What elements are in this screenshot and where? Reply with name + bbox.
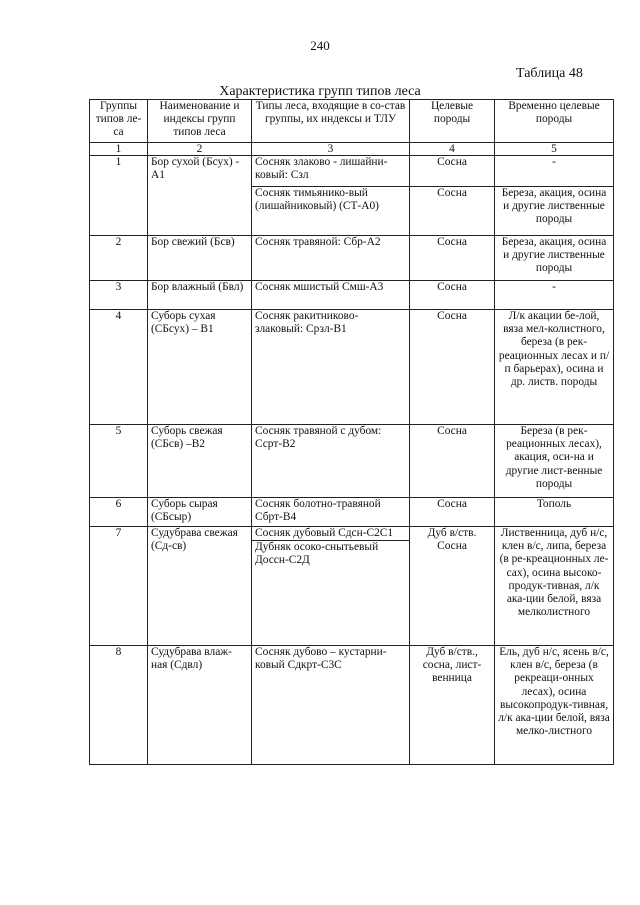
table-number: Таблица 48 bbox=[516, 66, 583, 81]
row-number: 6 bbox=[90, 498, 148, 527]
group-name: Суборь сухая (СБсух) – В1 bbox=[148, 310, 252, 425]
temporary-species: - bbox=[495, 156, 614, 187]
group-name: Бор влажный (Бвл) bbox=[148, 281, 252, 310]
forest-type: Сосняк мшистый Смш-А3 bbox=[252, 281, 410, 310]
temporary-species: Береза (в рек-реационных лесах), акация, оси-на и другие лист-венные породы bbox=[495, 425, 614, 498]
target-species: Сосна bbox=[410, 281, 495, 310]
header-group: Группы типов ле-са bbox=[90, 100, 148, 143]
forest-type: Сосняк тимьянико-вый (лишайниковый) (СТ-А0) bbox=[252, 187, 410, 236]
table-row bbox=[90, 281, 614, 310]
temporary-species: Береза, акация, осина и другие лиственные породы bbox=[495, 236, 614, 281]
temporary-species: - bbox=[495, 281, 614, 310]
group-name: Судубрава свежая (Сд-св) bbox=[148, 527, 252, 646]
group-name: Суборь свежая (СБсв) –В2 bbox=[148, 425, 252, 498]
target-species: Сосна bbox=[410, 425, 495, 498]
table-caption: Характеристика групп типов леса bbox=[219, 84, 421, 99]
table-row bbox=[90, 646, 614, 765]
forest-types-table bbox=[89, 99, 614, 765]
colnum: 5 bbox=[495, 143, 614, 156]
header-target: Целевые породы bbox=[410, 100, 495, 143]
page-number: 240 bbox=[310, 38, 330, 53]
target-species: Дуб в/ств. Сосна bbox=[410, 527, 495, 646]
colnum: 1 bbox=[90, 143, 148, 156]
forest-type: Сосняк болотно-травяной Сбрт-В4 bbox=[252, 498, 410, 527]
target-species: Сосна bbox=[410, 310, 495, 425]
colnum: 3 bbox=[252, 143, 410, 156]
table-row bbox=[90, 236, 614, 281]
row-number: 8 bbox=[90, 646, 148, 765]
group-name: Суборь сырая (СБсыр) bbox=[148, 498, 252, 527]
temporary-species: Л/к акации бе-лой, вяза мел-колистного, береза (в рек-реационных лесах и п/п барьерах), осина и др. листв. породы bbox=[495, 310, 614, 425]
group-name bbox=[148, 156, 252, 236]
target-species: Сосна bbox=[410, 498, 495, 527]
forest-type: Сосняк травяной: Сбр-А2 bbox=[252, 236, 410, 281]
temporary-species: Ель, дуб н/с, ясень в/с, клен в/с, береза (в рекреаци-онных лесах), осина высокопродук-тивная, л/к ака-ции белой, вяза мелко-листного bbox=[495, 646, 614, 765]
forest-type: Сосняк дубовый Сдсн-С2С1 bbox=[255, 527, 394, 539]
temporary-species: Лиственница, дуб н/с, клен в/с, липа, береза (в ре-креационных ле-сах), осина высоко-продук-тивная, л/к ака-ции белой, вяза мелколистного bbox=[495, 527, 614, 646]
forest-type: Сосняк дубово – кустарни-ковый Сдкрт-С3С bbox=[252, 646, 410, 765]
row-number: 5 bbox=[90, 425, 148, 498]
row-number: 3 bbox=[90, 281, 148, 310]
forest-type: Сосняк травяной с дубом: Ссрт-В2 bbox=[252, 425, 410, 498]
target-species: Сосна bbox=[410, 187, 495, 236]
target-species: Сосна bbox=[410, 236, 495, 281]
row-number: 1 bbox=[90, 156, 148, 236]
temporary-species: Береза, акация, осина и другие лиственные породы bbox=[495, 187, 614, 236]
header-types: Типы леса, входящие в со-став группы, их индексы и ТЛУ bbox=[252, 100, 410, 143]
colnum: 2 bbox=[148, 143, 252, 156]
row-number: 2 bbox=[90, 236, 148, 281]
table-row bbox=[90, 498, 614, 527]
forest-type: Дубняк осоко-снытьевый Доссн-С2Д bbox=[252, 540, 409, 567]
header-name: Наименование и индексы групп типов леса bbox=[148, 100, 252, 143]
forest-type: Сосняк ракитниково-злаковый: Срзл-В1 bbox=[252, 310, 410, 425]
group-name-text: Бор сухой (Бсух) - А1 bbox=[151, 156, 240, 182]
row-number: 4 bbox=[90, 310, 148, 425]
group-name: Бор свежий (Бсв) bbox=[148, 236, 252, 281]
table-row bbox=[90, 156, 614, 187]
target-species: Дуб в/ств., сосна, лист-венница bbox=[410, 646, 495, 765]
forest-type: Сосняк злаково - лишайни-ковый: Сзл bbox=[252, 156, 410, 187]
group-name: Судубрава влаж-ная (Сдвл) bbox=[148, 646, 252, 765]
table-row bbox=[90, 425, 614, 498]
row-number: 7 bbox=[90, 527, 148, 646]
table-row bbox=[90, 310, 614, 425]
table-row bbox=[90, 527, 614, 646]
target-species: Сосна bbox=[410, 156, 495, 187]
column-numbers-row bbox=[90, 143, 614, 156]
table-header-row bbox=[90, 100, 614, 143]
forest-type-cell bbox=[252, 527, 410, 646]
header-temp: Временно целевые породы bbox=[495, 100, 614, 143]
colnum: 4 bbox=[410, 143, 495, 156]
temporary-species: Тополь bbox=[495, 498, 614, 527]
